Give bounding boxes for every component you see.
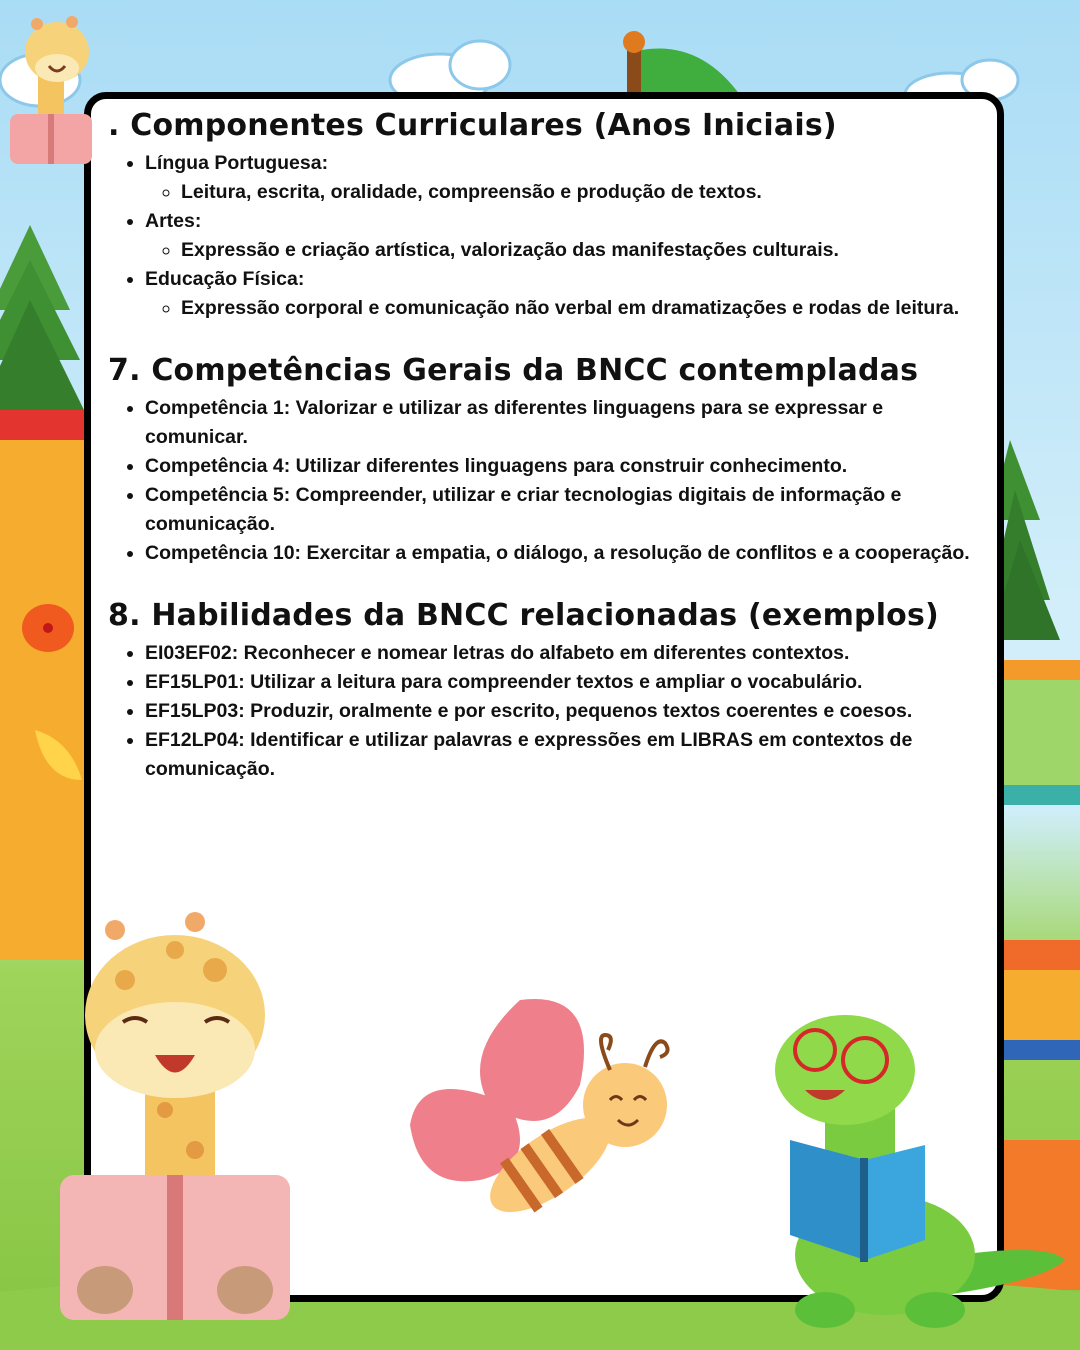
section-title: 7. Competências Gerais da BNCC contempladas bbox=[108, 353, 919, 388]
dinosaur-reading-icon bbox=[745, 1010, 1075, 1330]
section-title: 8. Habilidades da BNCC relacionadas (exemplos) bbox=[108, 598, 939, 633]
list-item: • EF15LP03: Produzir, oralmente e por escrito, pequenos textos coerentes e coesos. bbox=[145, 697, 978, 726]
list-item: • Competência 5: Compreender, utilizar e criar tecnologias digitais de informação e comunicação. bbox=[145, 481, 978, 539]
list-item: • Competência 10: Exercitar a empatia, o diálogo, a resolução de conflitos e a cooperação. bbox=[145, 539, 978, 568]
list-item: • Língua Portuguesa: ◦ Leitura, escrita, oralidade, compreensão e produção de textos. bbox=[145, 149, 978, 207]
section-list bbox=[108, 394, 978, 568]
sub-list-item: ◦ Expressão e criação artística, valorização das manifestações culturais. bbox=[181, 236, 978, 265]
list-item: • EF12LP04: Identificar e utilizar palavras e expressões em LIBRAS em contextos de comunicação. bbox=[145, 726, 978, 784]
section-title: . Componentes Curriculares (Anos Iniciais) bbox=[108, 108, 837, 143]
giraffe-reading-icon bbox=[55, 910, 305, 1330]
sub-list-item: ◦ Expressão corporal e comunicação não verbal em dramatizações e rodas de leitura. bbox=[181, 294, 978, 323]
list-item: • Educação Física: ◦ Expressão corporal e comunicação não verbal em dramatizações e rodas de leitura. bbox=[145, 265, 978, 323]
butterfly-icon bbox=[400, 995, 690, 1225]
section-list bbox=[108, 149, 978, 323]
list-item: • Competência 4: Utilizar diferentes linguagens para construir conhecimento. bbox=[145, 452, 978, 481]
section-list bbox=[108, 639, 978, 784]
giraffe-reading-icon bbox=[2, 2, 102, 172]
tree-icon bbox=[0, 225, 84, 410]
list-item: • Competência 1: Valorizar e utilizar as diferentes linguagens para se expressar e comunicar. bbox=[145, 394, 978, 452]
list-item: • Artes: ◦ Expressão e criação artística, valorização das manifestações culturais. bbox=[145, 207, 978, 265]
sub-list-item: ◦ Leitura, escrita, oralidade, compreensão e produção de textos. bbox=[181, 178, 978, 207]
list-item: • EF15LP01: Utilizar a leitura para compreender textos e ampliar o vocabulário. bbox=[145, 668, 978, 697]
content bbox=[108, 108, 978, 814]
list-item: • EI03EF02: Reconhecer e nomear letras do alfabeto em diferentes contextos. bbox=[145, 639, 978, 668]
